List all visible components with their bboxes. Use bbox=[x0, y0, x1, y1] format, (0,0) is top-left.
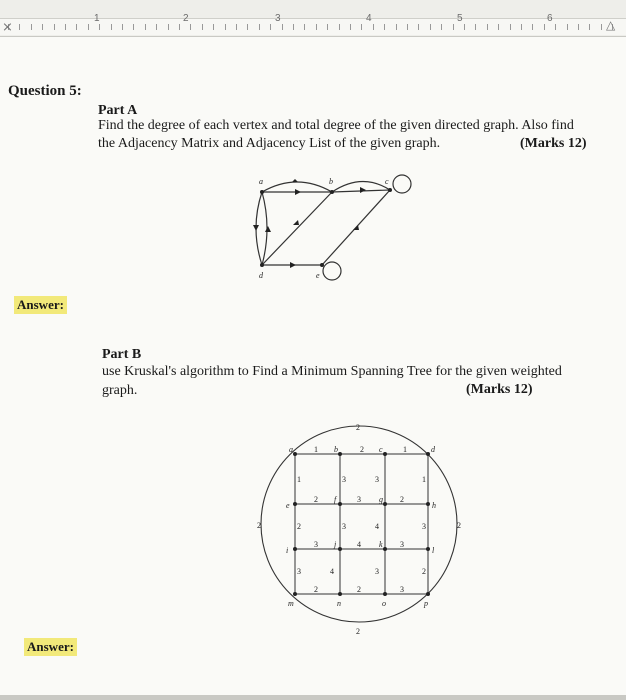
part-b-text-line1: use Kruskal's algorithm to Find a Minimum Spanning Tree for the given weighted bbox=[102, 364, 562, 379]
weight-gh: 2 bbox=[400, 495, 404, 504]
weight-fg: 3 bbox=[357, 495, 361, 504]
ruler-tick bbox=[42, 24, 43, 30]
ruler bbox=[0, 0, 626, 37]
weight-ef: 2 bbox=[314, 495, 318, 504]
ruler-tick bbox=[65, 24, 66, 30]
ruler-tick bbox=[407, 24, 408, 30]
weight-cd: 1 bbox=[403, 445, 407, 454]
weight-lp: 2 bbox=[422, 567, 426, 576]
ruler-tick bbox=[555, 24, 556, 30]
ruler-tick bbox=[441, 24, 442, 30]
ruler-tick bbox=[475, 24, 476, 30]
vertex-n-label: n bbox=[337, 599, 341, 608]
vertex-a-label: a bbox=[289, 445, 293, 454]
vertex-e-label: e bbox=[286, 501, 290, 510]
ruler-tick bbox=[236, 24, 237, 30]
ruler-tick bbox=[19, 24, 20, 30]
edge-a-d-right bbox=[262, 192, 267, 265]
ruler-tick bbox=[418, 24, 419, 30]
ruler-tick bbox=[304, 24, 305, 30]
weight-jn: 4 bbox=[330, 567, 334, 576]
ruler-tick bbox=[373, 24, 374, 30]
weight-top-arc: 2 bbox=[356, 423, 360, 432]
ruler-tick bbox=[122, 24, 123, 30]
ruler-number: 1 bbox=[94, 13, 100, 24]
weighted-graph bbox=[248, 412, 468, 637]
weight-dh: 1 bbox=[422, 475, 426, 484]
ruler-tick bbox=[213, 24, 214, 30]
left-indent-marker[interactable]: ⨯ bbox=[2, 20, 13, 35]
ruler-tick bbox=[76, 24, 77, 30]
ruler-tick bbox=[99, 24, 100, 30]
ruler-tick bbox=[270, 24, 271, 30]
weight-mn: 2 bbox=[314, 585, 318, 594]
ruler-tick bbox=[293, 24, 294, 30]
vertex-f-label: f bbox=[334, 495, 337, 504]
ruler-tick bbox=[190, 24, 191, 30]
vertex-k-label: k bbox=[379, 540, 383, 549]
weight-right-arc: 2 bbox=[457, 521, 461, 530]
ruler-tick bbox=[464, 24, 465, 30]
weight-bc: 2 bbox=[360, 445, 364, 454]
vertex-b-label: b bbox=[334, 445, 338, 454]
part-a-text-line2: the Adjacency Matrix and Adjacency List of the given graph. bbox=[98, 136, 441, 151]
weight-ab: 1 bbox=[314, 445, 318, 454]
part-a-heading: Part A bbox=[98, 103, 138, 118]
part-b-marks: (Marks 12) bbox=[466, 382, 533, 397]
vertex-i-label: i bbox=[286, 546, 289, 555]
ruler-tick bbox=[31, 24, 32, 30]
ruler-tick bbox=[510, 24, 511, 30]
weight-left-arc: 2 bbox=[257, 521, 261, 530]
weight-im: 3 bbox=[297, 567, 301, 576]
weight-bottom-arc: 2 bbox=[356, 627, 360, 636]
ruler-number: 4 bbox=[366, 13, 372, 24]
weight-kl: 3 bbox=[400, 540, 404, 549]
vertex-e-label: e bbox=[316, 271, 320, 280]
vertex-o-label: o bbox=[382, 599, 386, 608]
vertex-h-label: h bbox=[432, 501, 436, 510]
weight-ae: 1 bbox=[297, 475, 301, 484]
weight-bf: 3 bbox=[342, 475, 346, 484]
ruler-number: 5 bbox=[457, 13, 463, 24]
ruler-tick bbox=[396, 24, 397, 30]
ruler-tick bbox=[453, 24, 454, 30]
weight-fj: 3 bbox=[342, 522, 346, 531]
weight-hl: 3 bbox=[422, 522, 426, 531]
ruler-tick bbox=[532, 24, 533, 30]
ruler-tick bbox=[487, 24, 488, 30]
vertex-j-label: j bbox=[334, 540, 337, 549]
vertex-p-label: p bbox=[424, 599, 428, 608]
weight-op: 3 bbox=[400, 585, 404, 594]
ruler-tick bbox=[578, 24, 579, 30]
loop-e bbox=[323, 262, 341, 280]
vertex-d-label: d bbox=[431, 445, 435, 454]
ruler-tick bbox=[156, 24, 157, 30]
vertex-c-label: c bbox=[379, 445, 383, 454]
ruler-tick bbox=[601, 24, 602, 30]
vertex-b-label: b bbox=[329, 177, 333, 186]
ruler-tick bbox=[339, 24, 340, 30]
weight-gk: 4 bbox=[375, 522, 379, 531]
loop-c bbox=[393, 175, 411, 193]
ruler-tick bbox=[111, 24, 112, 30]
ruler-tick bbox=[316, 24, 317, 30]
weight-no: 2 bbox=[357, 585, 361, 594]
vertex-l-label: l bbox=[432, 546, 435, 555]
ruler-tick bbox=[498, 24, 499, 30]
ruler-tick bbox=[361, 24, 362, 30]
ruler-tick bbox=[202, 24, 203, 30]
page-bottom-edge bbox=[0, 695, 626, 700]
ruler-tick bbox=[225, 24, 226, 30]
ruler-tick bbox=[567, 24, 568, 30]
ruler-number: 2 bbox=[183, 13, 189, 24]
ruler-tick bbox=[589, 24, 590, 30]
ruler-tick bbox=[327, 24, 328, 30]
weight-ko: 3 bbox=[375, 567, 379, 576]
answer-label-2: Answer: bbox=[24, 638, 77, 656]
right-indent-marker[interactable]: △ bbox=[606, 18, 616, 32]
ruler-tick bbox=[282, 24, 283, 30]
ruler-tick bbox=[384, 24, 385, 30]
ruler-tick bbox=[430, 24, 431, 30]
ruler-tick bbox=[259, 24, 260, 30]
ruler-tick bbox=[544, 24, 545, 30]
ruler-tick bbox=[145, 24, 146, 30]
vertex-a-label: a bbox=[259, 177, 263, 186]
ruler-tick bbox=[168, 24, 169, 30]
weight-ei: 2 bbox=[297, 522, 301, 531]
answer-label-1: Answer: bbox=[14, 296, 67, 314]
vertex-g-label: g bbox=[379, 495, 383, 504]
edge-b-d bbox=[262, 192, 332, 265]
ruler-tick bbox=[54, 24, 55, 30]
part-a-marks: (Marks 12) bbox=[520, 136, 587, 151]
part-b-heading: Part B bbox=[102, 347, 142, 362]
ruler-tick bbox=[350, 24, 351, 30]
vertex-c-label: c bbox=[385, 177, 389, 186]
ruler-tick bbox=[179, 24, 180, 30]
ruler-tick bbox=[521, 24, 522, 30]
ruler-tick bbox=[247, 24, 248, 30]
weight-cg: 3 bbox=[375, 475, 379, 484]
weight-jk: 4 bbox=[357, 540, 361, 549]
part-b-text-line2: graph. bbox=[102, 383, 138, 398]
vertex-m-label: m bbox=[288, 599, 294, 608]
ruler-tick bbox=[88, 24, 89, 30]
weight-ij: 3 bbox=[314, 540, 318, 549]
directed-graph bbox=[240, 170, 440, 285]
ruler-number: 3 bbox=[275, 13, 281, 24]
vertex-d-label: d bbox=[259, 271, 263, 280]
part-a-text-line1: Find the degree of each vertex and total degree of the given directed graph. Also find bbox=[98, 118, 574, 133]
ruler-tick bbox=[133, 24, 134, 30]
question-title: Question 5: bbox=[8, 83, 82, 99]
ruler-number: 6 bbox=[547, 13, 553, 24]
